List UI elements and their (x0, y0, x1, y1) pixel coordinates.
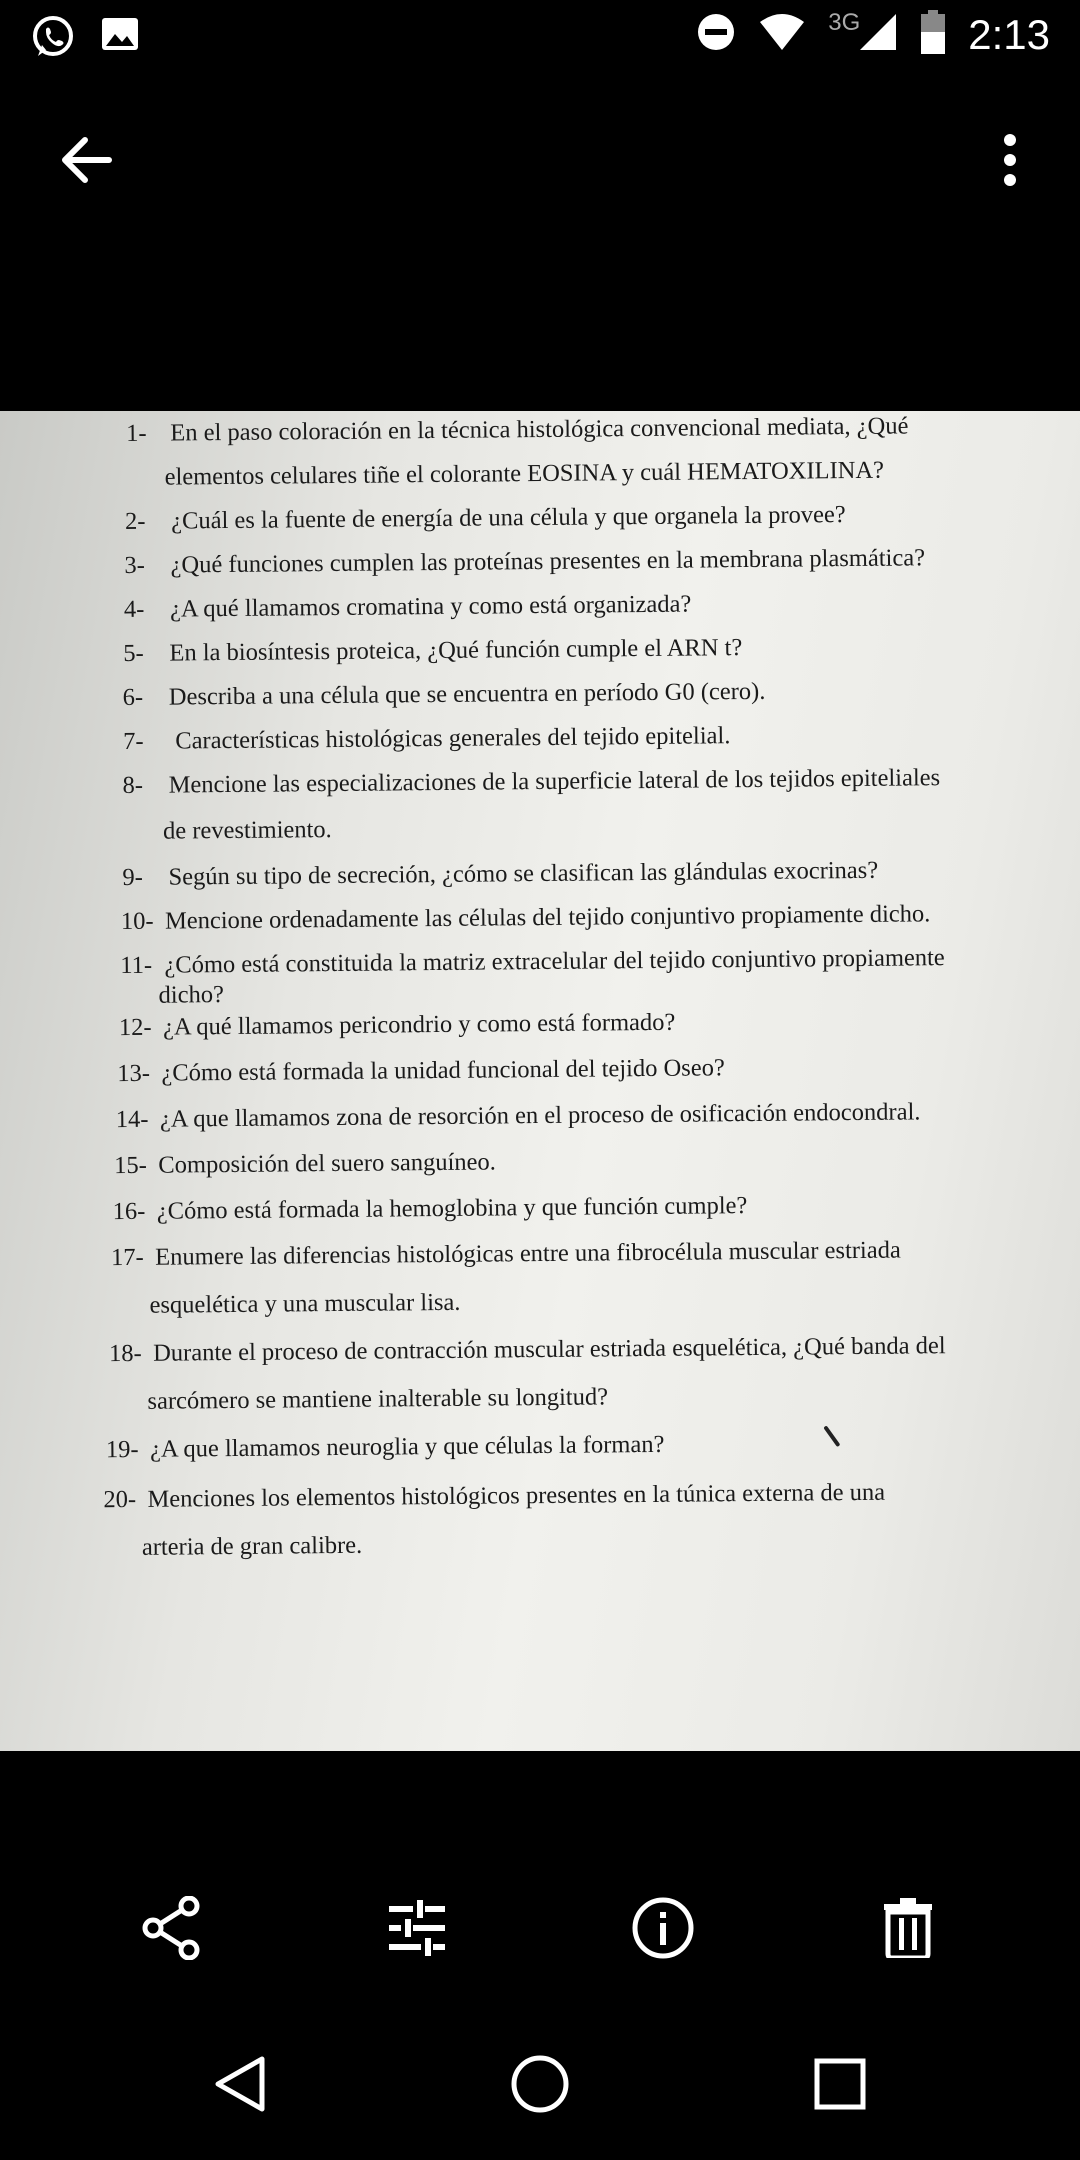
share-button[interactable] (131, 1890, 211, 1970)
question-1-continuation: elementos celulares tiñe el colorante EOSINA y cuál HEMATOXILINA? (164, 456, 885, 491)
question-18: 18- Durante el proceso de contracción muscular estriada esquelética, ¿Qué banda del (108, 1332, 946, 1368)
more-vert-icon (1002, 134, 1018, 191)
wifi-icon (758, 12, 806, 57)
question-8: 8- Mencione las especializaciones de la superficie lateral de los tejidos epiteliales (122, 764, 941, 800)
photo-viewer[interactable] (0, 411, 1080, 1751)
question-8-continuation: de revestimiento. (162, 816, 332, 845)
image-icon (100, 14, 140, 65)
edit-button[interactable] (377, 1890, 457, 1970)
question-11: 11- ¿Cómo está constituida la matriz extracelular del tejido conjuntivo propiamente (120, 944, 945, 980)
question-17: 17- Enumere las diferencias histológicas entre una fibrocélula muscular estriada (110, 1236, 901, 1272)
question-2: 2- ¿Cuál es la fuente de energía de una célula y que organela la provee? (124, 501, 846, 535)
question-20: 20- Menciones los elementos histológicos presentes en la túnica externa de una (103, 1478, 886, 1514)
delete-icon (882, 1898, 934, 1963)
nav-back-icon (212, 2054, 268, 2119)
question-20-continuation: arteria de gran calibre. (141, 1531, 363, 1561)
question-18-continuation: sarcómero se mantiene inalterable su longitud? (147, 1383, 609, 1415)
nav-back-button[interactable] (190, 2036, 290, 2136)
clock: 2:13 (968, 10, 1050, 58)
more-options-button[interactable] (980, 122, 1040, 202)
question-14: 14- ¿A que llamamos zona de resorción en el proceso de osificación endocondral. (115, 1098, 921, 1134)
status-bar (0, 0, 1080, 72)
question-sheet (0, 411, 1080, 1751)
whatsapp-icon (30, 14, 76, 65)
system-nav-bar (0, 2016, 1080, 2160)
nav-recents-button[interactable] (790, 2036, 890, 2136)
question-11-continuation: dicho? (158, 981, 225, 1009)
question-17-continuation: esquelética y una muscular lisa. (149, 1288, 461, 1319)
question-16: 16- ¿Cómo está formada la hemoglobina y que función cumple? (112, 1192, 748, 1226)
question-13: 13- ¿Cómo está formada la unidad funcional del tejido Oseo? (117, 1054, 725, 1088)
app-bar (0, 72, 1080, 240)
delete-button[interactable] (868, 1890, 948, 1970)
edit-icon (387, 1900, 447, 1961)
question-4: 4- ¿A qué llamamos cromatina y como está organizada? (123, 590, 692, 624)
pen-mark (823, 1425, 840, 1447)
info-button[interactable] (623, 1890, 703, 1970)
info-icon (631, 1896, 695, 1965)
back-button[interactable] (40, 122, 130, 202)
question-19: 19- ¿A que llamamos neuroglia y que células la forman? (105, 1430, 665, 1464)
battery-icon (920, 10, 946, 59)
nav-recents-icon (814, 2058, 866, 2115)
network-type: 3G (828, 8, 861, 36)
question-9: 9- Según su tipo de secreción, ¿cómo se clasifican las glándulas exocrinas? (122, 856, 879, 892)
question-10: 10- Mencione ordenadamente las células del tejido conjuntivo propiamente dicho. (120, 900, 931, 936)
question-6: 6- Describa a una célula que se encuentra en período G0 (cero). (122, 677, 766, 712)
share-icon (141, 1896, 201, 1965)
do-not-disturb-icon (696, 12, 736, 57)
signal-icon (858, 12, 898, 57)
question-15: 15- Composición del suero sanguíneo. (114, 1148, 496, 1180)
nav-home-icon (510, 2054, 570, 2119)
question-5: 5- En la biosíntesis proteica, ¿Qué función cumple el ARN t? (123, 634, 743, 668)
nav-home-button[interactable] (490, 2036, 590, 2136)
arrow-back-icon (57, 135, 113, 190)
photo-action-bar (0, 1860, 1080, 2000)
question-12: 12- ¿A qué llamamos pericondrio y como está formado? (118, 1008, 676, 1042)
question-1: 1- En el paso coloración en la técnica histológica convencional mediata, ¿Qué (126, 412, 909, 447)
question-3: 3- ¿Qué funciones cumplen las proteínas presentes en la membrana plasmática? (124, 544, 926, 579)
question-7: 7- Características histológicas generales del tejido epitelial. (123, 722, 731, 756)
